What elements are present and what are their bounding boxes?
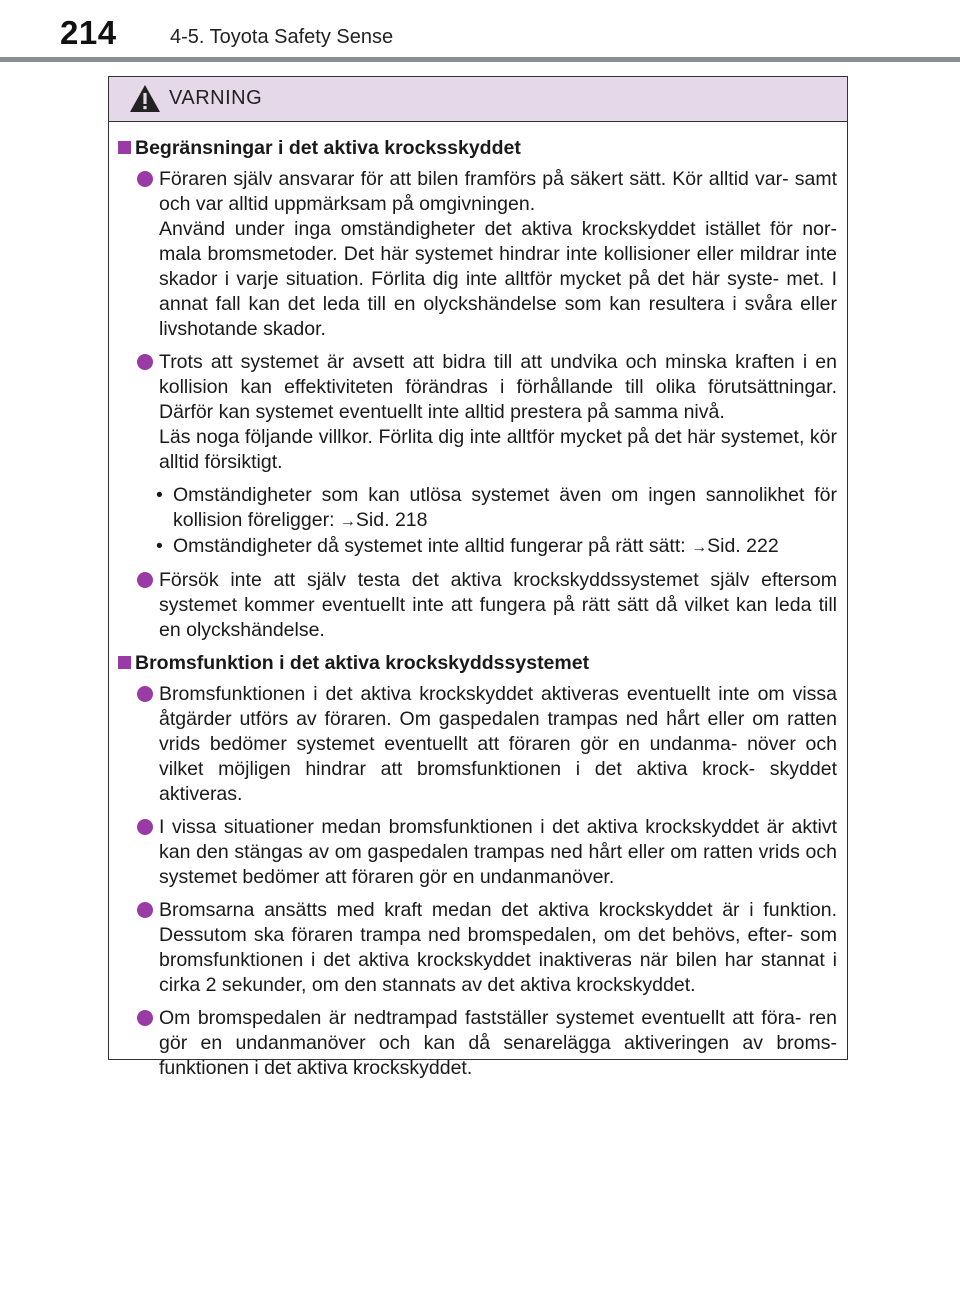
paragraph: Försök inte att själv testa det aktiva krockskyddssystemet själv eftersom systemet kommer eventuellt inte att fungera på rätt sätt då vilket kan leda till en olyckshändelse. <box>159 569 837 641</box>
sub-list-item <box>117 483 837 534</box>
paragraph: Föraren själv ansvarar för att bilen framförs på säkert sätt. Kör alltid var- samt och var alltid uppmärksam på omgivningen. <box>159 168 837 215</box>
list-item <box>117 815 837 890</box>
paragraph: Bromsfunktionen i det aktiva krockskyddet aktiveras eventuellt inte om vissa åtgärder utförs av föraren. Om gaspedalen trampas ned hårt eller om ratten vrids bedömer systemet eventuellt att föraren gör en undanma- növer och vilket möjligen hindrar att bromsfunktionen i det aktiva krock- skyddet aktiveras. <box>159 683 837 805</box>
dot-bullet: • <box>156 535 163 557</box>
warning-header <box>109 77 847 122</box>
circle-bullet-icon <box>137 572 153 588</box>
circle-bullet-icon <box>137 171 153 187</box>
section-heading-text: Bromsfunktion i det aktiva krockskyddssystemet <box>135 652 590 674</box>
paragraph: Om bromspedalen är nedtrampad fastställer systemet eventuellt att föra- ren gör en undanmanöver och kan då senarelägga aktiveringen av broms- funktionen i det aktiva krockskyddet. <box>159 1007 837 1079</box>
list-item <box>117 682 837 807</box>
list-item <box>117 350 837 475</box>
arrow-right-icon: → <box>339 513 356 530</box>
sub-item-text: Omständigheter som kan utlösa systemet även om ingen sannolikhet för kollision föreligger: <box>173 484 837 531</box>
circle-bullet-icon <box>137 819 153 835</box>
sub-item-text: Omständigheter då systemet inte alltid fungerar på rätt sätt: <box>173 535 686 557</box>
paragraph: Använd under inga omständigheter det aktiva krockskyddet istället för nor- mala bromsmetoder. Det här systemet hindrar inte kollisioner eller mildrar inte skador i varje situation. Förlita dig inte alltför mycket på det här syste- met. I annat fall kan det leda till en olyckshändelse som kan resultera i svåra eller livshotande skador. <box>159 218 837 340</box>
paragraph: Trots att systemet är avsett att bidra till att undvika och minska kraften i en kollision kan effektiviteten förändras i förhållande till olika förutsättningar. Därför kan systemet eventuellt inte alltid prestera på samma nivå. <box>159 351 837 423</box>
circle-bullet-icon <box>137 686 153 702</box>
warning-title: VARNING <box>169 87 263 109</box>
page-header <box>0 0 960 66</box>
dot-bullet: • <box>156 484 163 506</box>
header-rule <box>0 57 960 62</box>
page-number: 214 <box>60 14 117 51</box>
circle-bullet-icon <box>137 1010 153 1026</box>
square-bullet-icon <box>118 141 131 154</box>
arrow-right-icon: → <box>691 539 708 556</box>
paragraph: I vissa situationer medan bromsfunktionen i det aktiva krockskyddet är aktivt kan den stängas av om gaspedalen trampas ned hårt eller om ratten vrids och systemet bedömer att föraren gör en undanmanöver. <box>159 816 837 888</box>
paragraph: Läs noga följande villkor. Förlita dig inte alltför mycket på det här systemet, kör alltid försiktigt. <box>159 426 837 473</box>
section-heading <box>117 136 837 161</box>
warning-triangle-icon <box>129 84 161 113</box>
sub-list-item <box>117 534 837 560</box>
page-reference-link[interactable]: Sid. 222 <box>707 535 779 557</box>
paragraph: Bromsarna ansätts med kraft medan det aktiva krockskyddet är i funktion. Dessutom ska föraren trampa ned bromspedalen, om det behövs, efter- som bromsfunktionen i det aktiva krockskyddet inaktiveras när bilen har stannat i cirka 2 sekunder, om den stannats av det aktiva krockskyddet. <box>159 899 837 996</box>
circle-bullet-icon <box>137 354 153 370</box>
warning-content <box>109 122 847 1081</box>
circle-bullet-icon <box>137 902 153 918</box>
page-reference-link[interactable]: Sid. 218 <box>355 509 428 531</box>
warning-box <box>108 76 848 1079</box>
section-heading <box>117 651 837 676</box>
section-title: 4-5. Toyota Safety Sense <box>170 26 394 48</box>
list-item <box>117 898 837 998</box>
section-heading-text: Begränsningar i det aktiva krocksskyddet <box>135 137 521 159</box>
list-item <box>117 167 837 342</box>
sub-list <box>117 483 837 560</box>
list-item <box>117 568 837 643</box>
list-item <box>117 1006 837 1081</box>
square-bullet-icon <box>118 656 131 669</box>
